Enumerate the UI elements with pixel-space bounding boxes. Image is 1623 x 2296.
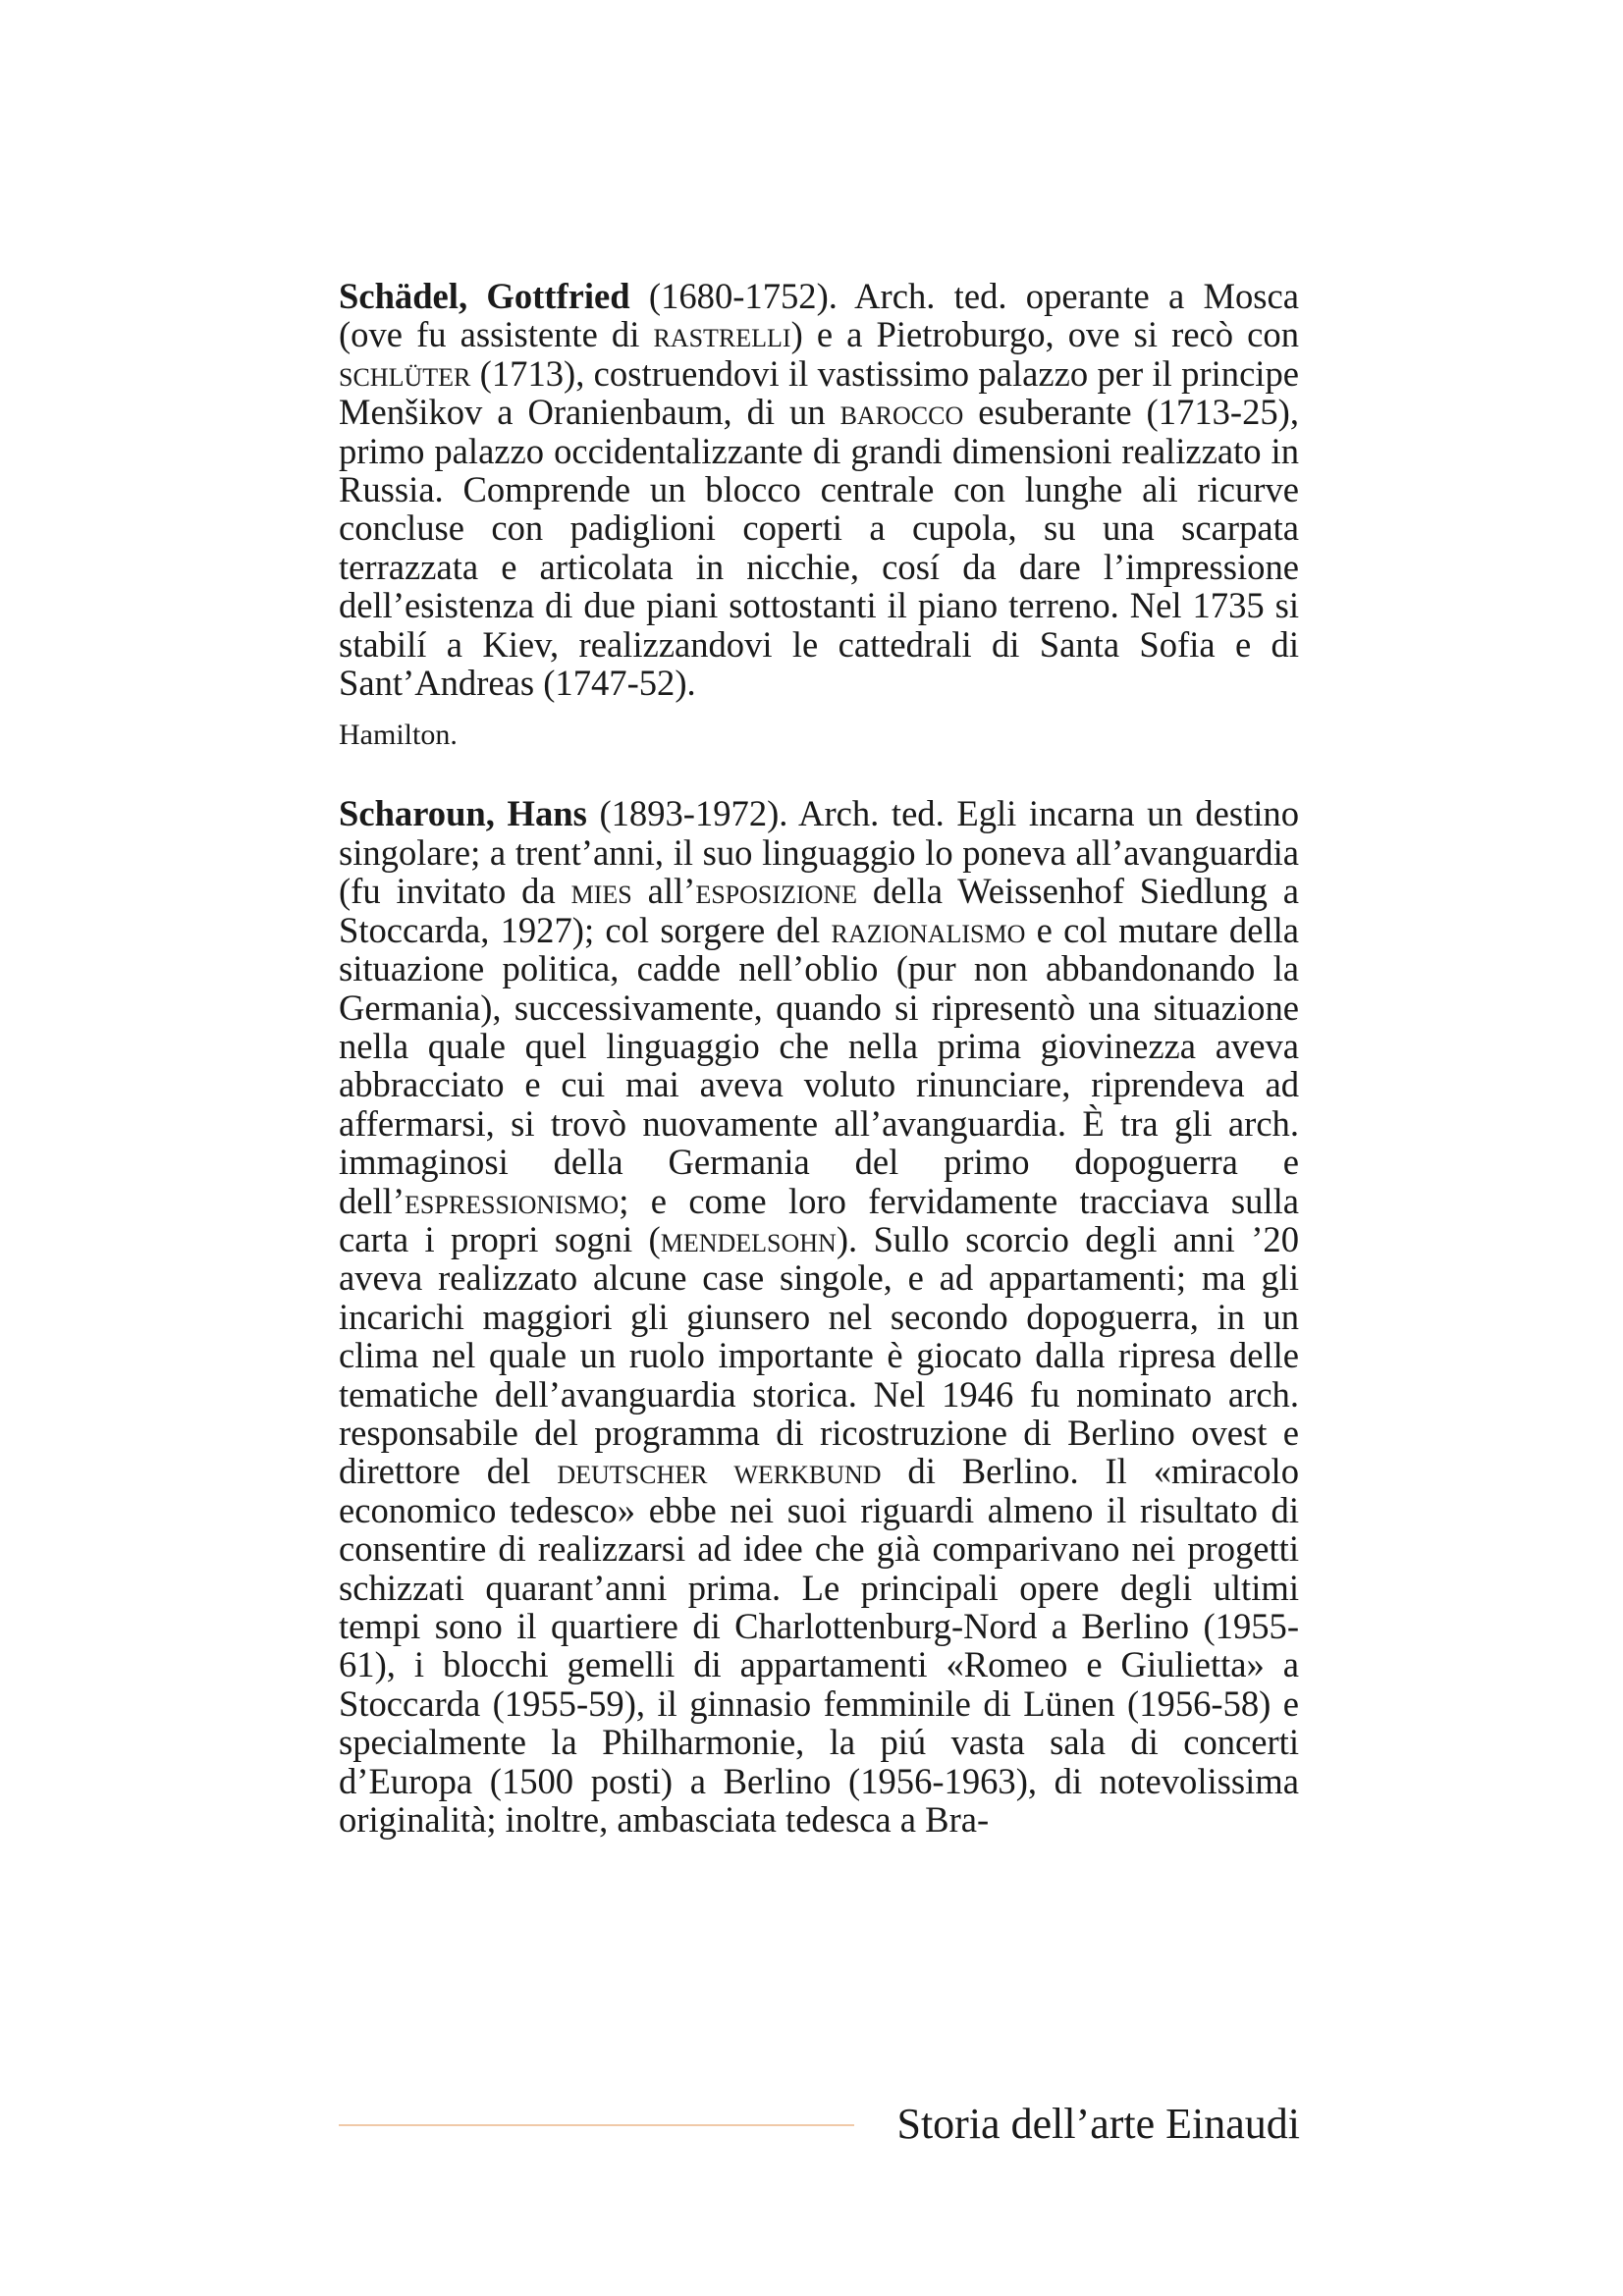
body-text: esuberante (1713-25), primo palazzo occidentalizzante di grandi dimensioni realizzato in Russia. Comprende un blocco centrale con lunghe ali ricurve concluse con padiglioni coperti a cupola, su una scarpata terrazzata e articolata in nicchie, cosí da dare l’impressione dell’esistenza di due piani sottostanti il piano terreno. Nel 1735 si stabilí a Kiev, realizzandovi le cattedrali di Santa Sofia e di Sant’Andreas (1747-52). bbox=[339, 392, 1299, 704]
cross-reference: esposizione bbox=[695, 871, 857, 912]
cross-reference: rastrelli bbox=[653, 314, 791, 355]
entry-schadel bbox=[339, 277, 1299, 755]
body-text: della Weissenhof Siedlung a Stoccarda, 1927); col sorgere del bbox=[339, 871, 1299, 950]
body-text: (1893-1972). Arch. ted. Egli incarna un destino singolare; a trent’anni, il suo linguaggio lo poneva all’avanguardia (fu invitato da bbox=[339, 793, 1299, 912]
body-text: (1680-1752). Arch. ted. operante a Mosca (ove fu assistente di bbox=[339, 276, 1299, 355]
cross-reference: deutscher werkbund bbox=[557, 1451, 882, 1492]
entry-scharoun bbox=[339, 794, 1299, 1839]
body-text: ). Sullo scorcio degli anni ’20 aveva realizzato alcune case singole, e ad appartamenti; ma gli incarichi maggiori gli giunsero nel secondo dopoguerra, in un clima nel quale un ruolo importante è giocato dalla ripresa delle tematiche dell’avanguardia storica. Nel 1946 fu nominato arch. responsabile del programma di ricostruzione di Berlino ovest e direttore del bbox=[339, 1218, 1299, 1492]
headword: Schädel, Gottfried bbox=[339, 276, 630, 316]
cross-reference: schlüter bbox=[339, 352, 471, 394]
entry-body bbox=[339, 794, 1299, 1839]
body-text: di Berlino. Il «miracolo economico tedesco» ebbe nei suoi riguardi almeno il risultato di consentire di realizzarsi ad idee che già comparivano nei progetti schizzati quarant’anni prima. Le principali opere degli ultimi tempi sono il quartiere di Charlottenburg-Nord a Berlino (1955-61), i blocchi gemelli di appartamenti «Romeo e Giulietta» a Stoccarda (1955-59), il ginnasio femminile di Lünen (1956-58) e specialmente la Philharmonie, la piú vasta sala di concerti d’Europa (1500 posti) a Berlino (1956-1963), di notevolissima originalità; inoltre, ambasciata tedesca a Bra- bbox=[339, 1451, 1300, 1841]
body-text: (1713), costruendovi il vastissimo palazzo per il principe Menšikov a Oranienbaum, di un bbox=[339, 352, 1299, 433]
cross-reference: mendelsohn bbox=[660, 1218, 837, 1259]
cross-reference: mies bbox=[570, 871, 632, 912]
body-text: ) e a Pietroburgo, ove si recò con bbox=[790, 314, 1299, 355]
footer-title: Storia dell’arte Einaudi bbox=[896, 2100, 1300, 2148]
body-text: all’ bbox=[631, 871, 696, 912]
text-column bbox=[339, 277, 1299, 1839]
headword: Scharoun, Hans bbox=[339, 793, 587, 834]
cross-reference: espressionismo bbox=[405, 1180, 620, 1221]
body-text: ; e come loro fervidamente tracciava sulla carta i propri sogni ( bbox=[339, 1180, 1299, 1259]
cross-reference: razionalismo bbox=[831, 909, 1026, 950]
entry-body bbox=[339, 277, 1299, 702]
footer-rule bbox=[339, 2124, 854, 2126]
bibliography: Hamilton. bbox=[339, 719, 458, 752]
cross-reference: barocco bbox=[839, 392, 964, 433]
body-text: e col mutare della situazione politica, cadde nell’oblio (pur non abbandonando la Germania), successivamente, quando si ripresentò una situazione nella quale quel linguaggio che nella prima giovinezza aveva abbracciato e cui mai aveva voluto rinunciare, riprendeva ad affermarsi, si trovò nuovamente all’avanguardia. È tra gli arch. immaginosi della Germania del primo dopoguerra e dell’ bbox=[339, 909, 1300, 1221]
